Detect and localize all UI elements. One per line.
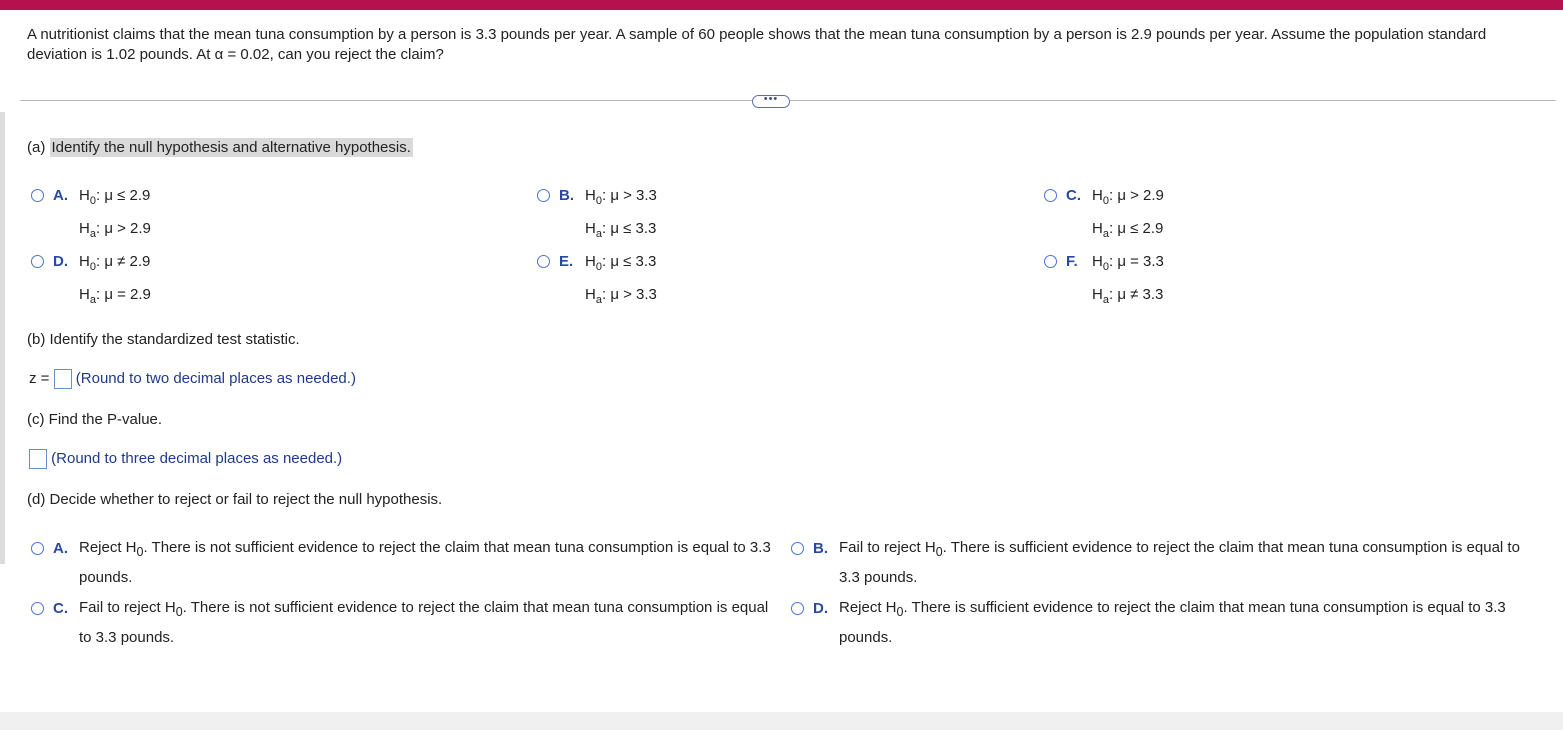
option-text: Fail to reject $H_0$. There is not sufficient evidence to reject the claim that mean tuna consumption is equal to 3.3 pounds. <box>79 599 769 646</box>
hypotheses <box>79 182 151 248</box>
part-a-label <box>27 139 413 156</box>
radio-button[interactable] <box>1044 255 1057 268</box>
p-value-answer-row <box>29 449 342 469</box>
hypotheses <box>1092 248 1164 314</box>
more-button[interactable]: ••• <box>752 95 790 108</box>
radio-button[interactable] <box>791 602 804 615</box>
option-letter: A. <box>53 540 68 557</box>
option-letter: F. <box>1066 253 1078 270</box>
null-hypothesis: $H_0$: μ ≠ 2.9 <box>79 253 151 273</box>
alt-hypothesis: $H_a$: μ ≤ 3.3 <box>585 220 657 240</box>
part-b-label: (b) Identify the standardized test statistic. <box>27 331 300 348</box>
alt-hypothesis: $H_a$: μ > 3.3 <box>585 286 657 306</box>
part-d-option-c[interactable] <box>31 600 779 651</box>
option-letter: B. <box>813 540 828 557</box>
option-letter: C. <box>1066 187 1081 204</box>
option-text: Reject $H_0$. There is sufficient evidence to reject the claim that mean tuna consumption is equal to 3.3 pounds. <box>839 599 1506 646</box>
part-d-option-d[interactable] <box>791 600 1539 651</box>
part-a-option-c[interactable] <box>1044 187 1164 248</box>
option-letter: A. <box>53 187 68 204</box>
hypotheses <box>79 248 151 314</box>
left-scroll-strip <box>0 112 5 564</box>
option-letter: D. <box>813 600 828 617</box>
part-d-label: (d) Decide whether to reject or fail to reject the null hypothesis. <box>27 491 443 508</box>
null-hypothesis: $H_0$: μ ≤ 3.3 <box>585 253 657 273</box>
part-d-option-b[interactable] <box>791 540 1539 591</box>
bottom-bar <box>0 712 1563 730</box>
option-text: Fail to reject $H_0$. There is sufficient evidence to reject the claim that mean tuna consumption is equal to 3.3 pounds. <box>839 539 1520 586</box>
null-hypothesis: $H_0$: μ = 3.3 <box>1092 253 1164 273</box>
part-a-option-f[interactable] <box>1044 253 1164 314</box>
radio-button[interactable] <box>31 189 44 202</box>
hypotheses <box>1092 182 1164 248</box>
z-answer-input[interactable] <box>54 369 72 389</box>
option-letter: E. <box>559 253 574 270</box>
z-hint: (Round to two decimal places as needed.) <box>75 369 356 387</box>
hypotheses <box>585 182 657 248</box>
z-answer-row <box>29 369 356 389</box>
part-a-highlighted-label: Identify the null hypothesis and alternative hypothesis. <box>51 139 411 156</box>
radio-button[interactable] <box>31 542 44 555</box>
part-a-option-e[interactable] <box>537 253 657 314</box>
radio-button[interactable] <box>537 255 550 268</box>
alt-hypothesis: $H_a$: μ ≤ 2.9 <box>1092 220 1164 240</box>
top-accent-bar <box>0 0 1563 10</box>
option-letter: D. <box>53 253 68 270</box>
hypotheses <box>585 248 657 314</box>
null-hypothesis: $H_0$: μ > 2.9 <box>1092 187 1164 207</box>
radio-button[interactable] <box>1044 189 1057 202</box>
alt-hypothesis: $H_a$: μ ≠ 3.3 <box>1092 286 1164 306</box>
alt-hypothesis: $H_a$: μ > 2.9 <box>79 220 151 240</box>
part-a-option-a[interactable] <box>31 187 151 248</box>
part-d-option-a[interactable] <box>31 540 779 591</box>
null-hypothesis: $H_0$: μ ≤ 2.9 <box>79 187 151 207</box>
p-value-hint: (Round to three decimal places as needed.) <box>51 449 343 467</box>
z-prefix: z = <box>29 369 50 387</box>
part-a-option-d[interactable] <box>31 253 151 314</box>
radio-button[interactable] <box>31 602 44 615</box>
question-text: A nutritionist claims that the mean tuna consumption by a person is 3.3 pounds per year. A sample of 60 people shows that the mean tuna consumption by a person is 2.9 pounds per year. Assume the population standard deviation is 1.02 pounds. At α = 0.02, can you reject the claim? <box>27 26 1487 63</box>
radio-button[interactable] <box>537 189 550 202</box>
part-c-label: (c) Find the P-value. <box>27 411 163 428</box>
p-value-input[interactable] <box>29 449 47 469</box>
alt-hypothesis: $H_a$: μ = 2.9 <box>79 286 151 306</box>
null-hypothesis: $H_0$: μ > 3.3 <box>585 187 657 207</box>
option-letter: C. <box>53 600 68 617</box>
part-a-option-b[interactable] <box>537 187 657 248</box>
option-letter: B. <box>559 187 574 204</box>
radio-button[interactable] <box>791 542 804 555</box>
option-text: Reject $H_0$. There is not sufficient evidence to reject the claim that mean tuna consumption is equal to 3.3 pounds. <box>79 539 771 586</box>
part-a-prefix: (a) <box>27 139 50 156</box>
radio-button[interactable] <box>31 255 44 268</box>
